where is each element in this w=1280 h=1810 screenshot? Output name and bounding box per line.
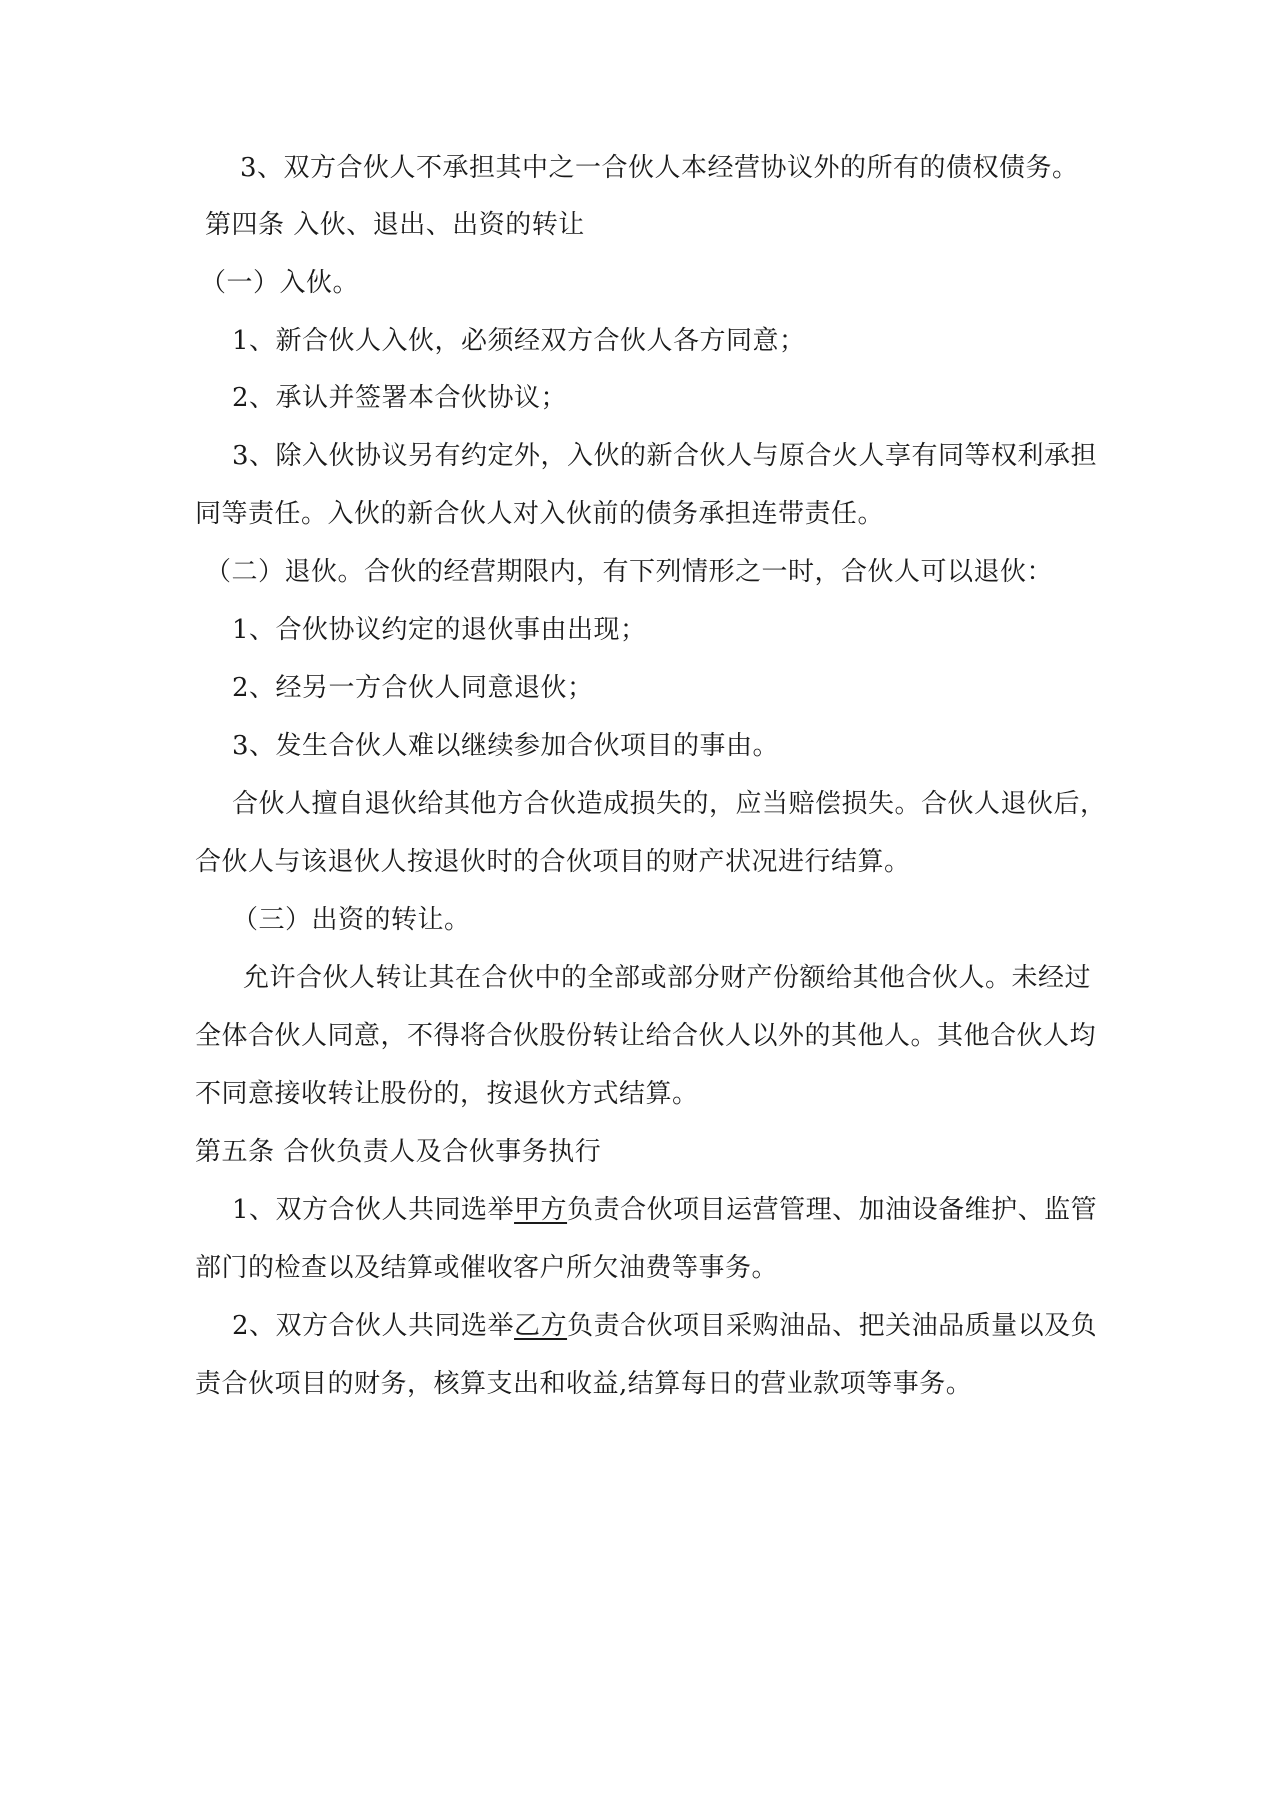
list-item-rest: 负责合伙项目运营管理、加油设备维护、监管 xyxy=(567,1195,1098,1225)
paragraph-line: 责合伙项目的财务，核算支出和收益,结算每日的营业款项等事务。 xyxy=(195,1369,973,1399)
list-item: 2、承认并签署本合伙协议； xyxy=(232,383,568,413)
list-item-rest: 负责合伙项目采购油品、把关油品质量以及负 xyxy=(567,1311,1098,1341)
underlined-party: 甲方 xyxy=(514,1195,568,1225)
paragraph-line: 合伙人擅自退伙给其他方合伙造成损失的，应当赔偿损失。合伙人退伙后， xyxy=(232,789,1107,819)
section-heading: 第四条 入伙、退出、出资的转让 xyxy=(205,210,585,240)
underlined-party: 乙方 xyxy=(514,1311,568,1341)
paragraph-line: 部门的检查以及结算或催收客户所欠油费等事务。 xyxy=(195,1253,779,1283)
section-heading: 第五条 合伙负责人及合伙事务执行 xyxy=(195,1137,602,1167)
list-item: 1、新合伙人入伙，必须经双方合伙人各方同意； xyxy=(232,326,806,356)
list-item: 3、发生合伙人难以继续参加合伙项目的事由。 xyxy=(232,731,780,761)
paragraph-line: 合伙人与该退伙人按退伙时的合伙项目的财产状况进行结算。 xyxy=(195,847,911,877)
paragraph-line: 不同意接收转让股份的，按退伙方式结算。 xyxy=(195,1079,699,1109)
paragraph-line: 全体合伙人同意，不得将合伙股份转让给合伙人以外的其他人。其他合伙人均 xyxy=(195,1021,1097,1051)
paragraph-line: 允许合伙人转让其在合伙中的全部或部分财产份额给其他合伙人。未经过 xyxy=(243,963,1092,993)
list-item xyxy=(232,1308,1132,1344)
list-item: 1、合伙协议约定的退伙事由出现； xyxy=(232,615,647,645)
list-item: 2、经另一方合伙人同意退伙； xyxy=(232,673,594,703)
paragraph-line: 同等责任。入伙的新合伙人对入伙前的债务承担连带责任。 xyxy=(195,499,885,529)
paragraph-line: 3、双方合伙人不承担其中之一合伙人本经营协议外的所有的债权债务。 xyxy=(240,153,1079,183)
list-item-prefix: 1、双方合伙人共同选举 xyxy=(232,1195,515,1225)
list-item: 3、除入伙协议另有约定外，入伙的新合伙人与原合火人享有同等权利承担 xyxy=(232,441,1098,471)
list-item-prefix: 2、双方合伙人共同选举 xyxy=(232,1311,515,1341)
subsection-heading: （一）入伙。 xyxy=(200,268,360,298)
list-item xyxy=(232,1192,1132,1228)
subsection-heading: （三）出资的转让。 xyxy=(232,905,471,935)
subsection-heading: （二）退伙。合伙的经营期限内，有下列情形之一时，合伙人可以退伙： xyxy=(205,557,1054,587)
